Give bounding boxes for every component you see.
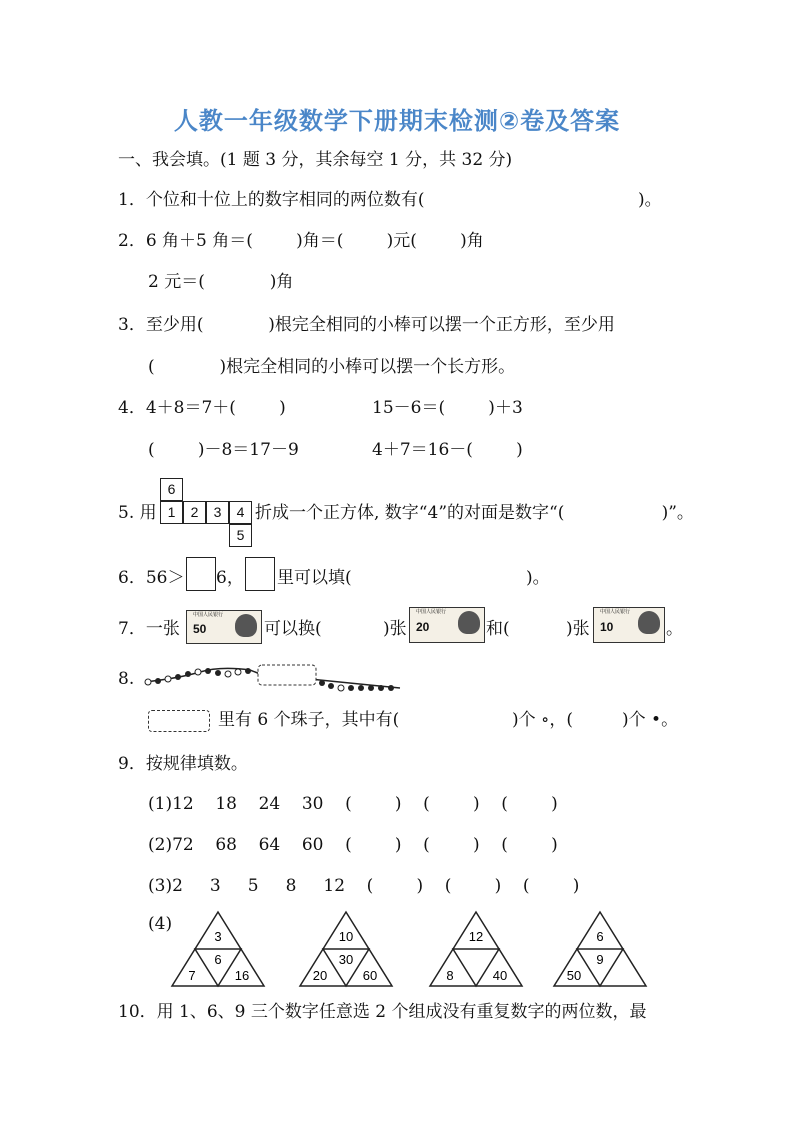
- svg-text:40: 40: [492, 968, 508, 983]
- svg-text:50: 50: [566, 968, 582, 983]
- number-triangle: [552, 910, 652, 990]
- svg-text:10: 10: [338, 929, 354, 944]
- q3-line1: 3．至少用( )根完全相同的小棒可以摆一个正方形，至少用: [118, 315, 615, 335]
- net-cell: 1: [160, 501, 183, 524]
- q9-row: (3)2 3 5 8 12 ( ) ( ) ( ): [148, 876, 580, 896]
- banknote-50: 中国人民银行 50: [186, 610, 262, 644]
- q2-line2: 2 元＝( )角: [148, 272, 294, 292]
- q7-c: )张: [383, 619, 407, 639]
- page-title: 人教一年级数学下册期末检测②卷及答案: [173, 107, 621, 135]
- svg-text:16: 16: [234, 968, 250, 983]
- net-cell-top: 6: [160, 478, 183, 501]
- q8-line2a: 里有 6 个珠子，其中有(: [218, 710, 400, 730]
- q8-label: 8.: [118, 669, 135, 689]
- q6-c: 里可以填(: [277, 568, 352, 588]
- svg-text:6: 6: [596, 929, 604, 944]
- svg-text:30: 30: [338, 952, 354, 967]
- number-triangle: [428, 910, 528, 990]
- net-cell: 4: [229, 501, 252, 524]
- q4-b: 15－6＝( )＋3: [372, 398, 523, 418]
- q3-line2: ( )根完全相同的小棒可以摆一个长方形。: [148, 357, 516, 377]
- svg-text:12: 12: [468, 929, 484, 944]
- svg-text:7: 7: [188, 968, 196, 983]
- svg-text:60: 60: [362, 968, 378, 983]
- dashed-box: [148, 710, 210, 732]
- q5-post: 折成一个正方体, 数字“4”的对面是数字“( )”。: [255, 503, 694, 523]
- q4-a: 4．4＋8＝7＋( ): [118, 398, 286, 418]
- q8-line2b: )个 ∘，(: [512, 710, 574, 730]
- svg-text:8: 8: [446, 968, 454, 983]
- number-triangle: [170, 910, 270, 990]
- number-triangle: [298, 910, 398, 990]
- q1-end: )。: [638, 190, 662, 210]
- q6-a: 6．56＞: [118, 568, 185, 588]
- answer-box: [186, 557, 216, 591]
- section-heading: 一、我会填。(1 题 3 分，其余每空 1 分，共 32 分): [118, 150, 513, 170]
- q7-e: )张: [566, 619, 590, 639]
- q9-title: 9．按规律填数。: [118, 754, 248, 774]
- q7-a: 7．一张: [118, 619, 180, 639]
- net-cell: 2: [183, 501, 206, 524]
- q7-f: 。: [666, 619, 683, 639]
- q6-b: 6，: [216, 568, 244, 588]
- q7-d: 和(: [486, 619, 510, 639]
- q4-d: 4＋7＝16－( ): [372, 440, 523, 460]
- q10-text: 10．用 1、6、9 三个数字任意选 2 个组成没有重复数字的两位数，最: [118, 1002, 647, 1022]
- q9-label4: (4): [148, 914, 173, 934]
- net-cell-bottom: 5: [229, 524, 252, 547]
- svg-text:3: 3: [214, 929, 222, 944]
- banknote-20: 中国人民银行 20: [409, 607, 485, 643]
- svg-text:6: 6: [214, 952, 222, 967]
- svg-text:9: 9: [596, 952, 604, 967]
- q9-row: (1)12 18 24 30 ( ) ( ) ( ): [148, 794, 558, 814]
- q7-b: 可以换(: [264, 619, 322, 639]
- q5-pre: 5. 用: [118, 503, 157, 523]
- banknote-10: 中国人民银行 10: [593, 607, 665, 643]
- q8-line2c: )个 •。: [622, 710, 679, 730]
- svg-text:20: 20: [312, 968, 328, 983]
- q6-d: )。: [526, 568, 550, 588]
- bead-string: [140, 660, 420, 696]
- q4-c: ( )－8＝17－9: [148, 440, 299, 460]
- q9-row: (2)72 68 64 60 ( ) ( ) ( ): [148, 835, 558, 855]
- q2-line1: 2．6 角＋5 角＝( )角＝( )元( )角: [118, 231, 484, 251]
- net-cell: 3: [206, 501, 229, 524]
- q1-text: 1．个位和十位上的数字相同的两位数有(: [118, 190, 425, 210]
- answer-box: [245, 557, 275, 591]
